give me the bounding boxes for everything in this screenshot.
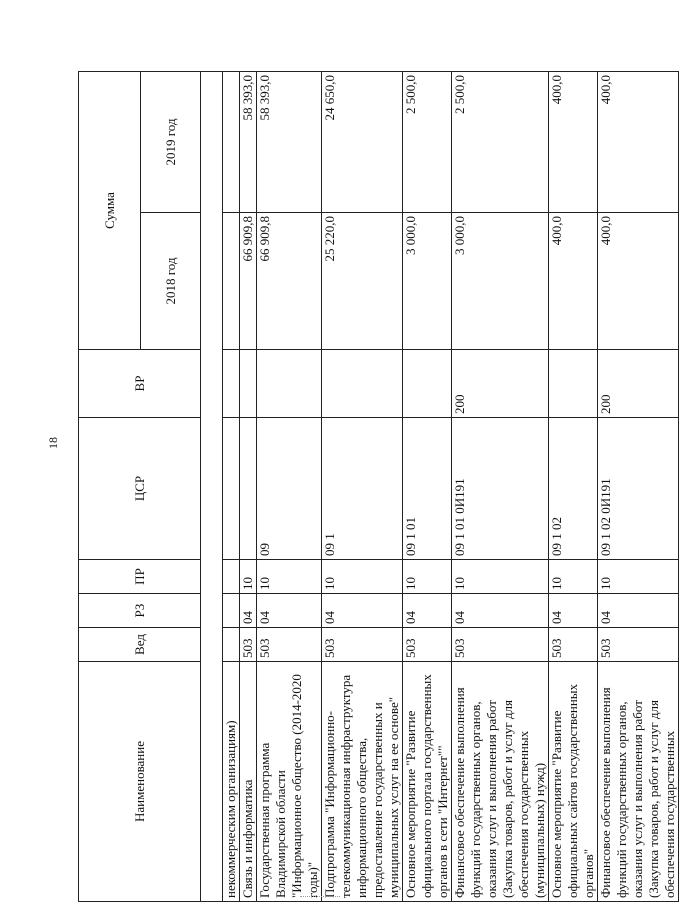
cell-y2019: 24 650,0 — [322, 72, 403, 213]
cell-pr: 10 — [549, 560, 598, 594]
cell-vr — [549, 350, 598, 418]
cell-name: Финансовое обеспечение выполнения функций государственных органов, оказания услуг и выполнения работ (Закупка товаров, работ и услуг для обеспечения государственных — [598, 662, 679, 902]
table-header — [79, 72, 223, 902]
cell-csr: 09 1 01 0И191 — [452, 418, 549, 560]
cell-name: Подпрограмма "Информационно-телекоммуникационная инфраструктура информационного общества, предоставление государственных и муниципальных услуг на ее основе" — [322, 662, 403, 902]
cell-name: Связь и информатика — [240, 662, 257, 902]
scan-mark — [300, 896, 340, 899]
budget-table — [78, 71, 679, 902]
cell-csr — [223, 418, 240, 560]
cell-name: Финансовое обеспечение выполнения функций государственных органов, оказания услуг и выполнения работ (Закупка товаров, работ и услуг для обеспечения государственных (муниципальных) нужд) — [452, 662, 549, 902]
cell-y2018: 66 909,8 — [257, 213, 322, 350]
header-pr: ПР — [79, 560, 201, 594]
cell-y2018: 25 220,0 — [322, 213, 403, 350]
cell-ved: 503 — [598, 628, 679, 662]
cell-rz — [223, 594, 240, 628]
cell-y2019: 2 500,0 — [452, 72, 549, 213]
cell-y2018: 66 909,8 — [240, 213, 257, 350]
header-csr: ЦСР — [79, 418, 201, 560]
table-row — [223, 72, 240, 902]
cell-y2019: 58 393,0 — [240, 72, 257, 213]
cell-ved: 503 — [403, 628, 452, 662]
cell-rz: 04 — [598, 594, 679, 628]
cell-y2019: 400,0 — [598, 72, 679, 213]
cell-vr — [322, 350, 403, 418]
spacer-row — [201, 72, 223, 902]
table-row — [240, 72, 257, 902]
cell-name: Основное мероприятие "Развитие официального портала государственных органов в сети "Интернет"" — [403, 662, 452, 902]
header-rz: РЗ — [79, 594, 201, 628]
cell-name: Основное мероприятие "Развитие официальных сайтов государственных органов" — [549, 662, 598, 902]
cell-rz: 04 — [452, 594, 549, 628]
table-row — [322, 72, 403, 902]
page-number: 18 — [46, 437, 60, 449]
cell-vr: 200 — [598, 350, 679, 418]
cell-ved: 503 — [549, 628, 598, 662]
header-ved: Вед — [79, 628, 201, 662]
header-sum: Сумма — [79, 72, 141, 350]
cell-rz: 04 — [403, 594, 452, 628]
cell-csr: 09 — [257, 418, 322, 560]
table-row — [403, 72, 452, 902]
cell-pr: 10 — [257, 560, 322, 594]
cell-y2018: 3 000,0 — [403, 213, 452, 350]
cell-vr: 200 — [452, 350, 549, 418]
cell-y2019: 400,0 — [549, 72, 598, 213]
table-body — [223, 72, 679, 902]
cell-vr — [240, 350, 257, 418]
cell-csr: 09 1 02 0И191 — [598, 418, 679, 560]
cell-ved: 503 — [452, 628, 549, 662]
header-name: Наименование — [79, 662, 201, 902]
table-row — [452, 72, 549, 902]
header-2018: 2018 год — [141, 213, 201, 350]
cell-ved: 503 — [322, 628, 403, 662]
cell-vr — [257, 350, 322, 418]
cell-ved — [223, 628, 240, 662]
cell-csr — [240, 418, 257, 560]
table-row — [598, 72, 679, 902]
cell-y2019: 58 393,0 — [257, 72, 322, 213]
cell-y2019 — [223, 72, 240, 213]
cell-rz: 04 — [240, 594, 257, 628]
cell-ved: 503 — [257, 628, 322, 662]
cell-y2018: 400,0 — [598, 213, 679, 350]
rotated-table-wrapper — [78, 72, 677, 902]
table-row — [257, 72, 322, 902]
cell-pr: 10 — [452, 560, 549, 594]
cell-pr: 10 — [403, 560, 452, 594]
cell-ved: 503 — [240, 628, 257, 662]
cell-csr: 09 1 01 — [403, 418, 452, 560]
cell-y2019: 2 500,0 — [403, 72, 452, 213]
cell-csr: 09 1 — [322, 418, 403, 560]
cell-y2018: 400,0 — [549, 213, 598, 350]
cell-csr: 09 1 02 — [549, 418, 598, 560]
cell-y2018 — [223, 213, 240, 350]
cell-y2018: 3 000,0 — [452, 213, 549, 350]
cell-pr: 10 — [240, 560, 257, 594]
cell-vr — [403, 350, 452, 418]
cell-name: Государственная программа Владимирской области "Информационное общество (2014-2020 годы)" — [257, 662, 322, 902]
cell-rz: 04 — [257, 594, 322, 628]
cell-vr — [223, 350, 240, 418]
cell-pr: 10 — [322, 560, 403, 594]
header-vr: ВР — [79, 350, 201, 418]
cell-pr — [223, 560, 240, 594]
cell-name: некоммерческим организациям) — [223, 662, 240, 902]
header-2019: 2019 год — [141, 72, 201, 213]
cell-pr: 10 — [598, 560, 679, 594]
cell-rz: 04 — [549, 594, 598, 628]
cell-rz: 04 — [322, 594, 403, 628]
table-row — [549, 72, 598, 902]
